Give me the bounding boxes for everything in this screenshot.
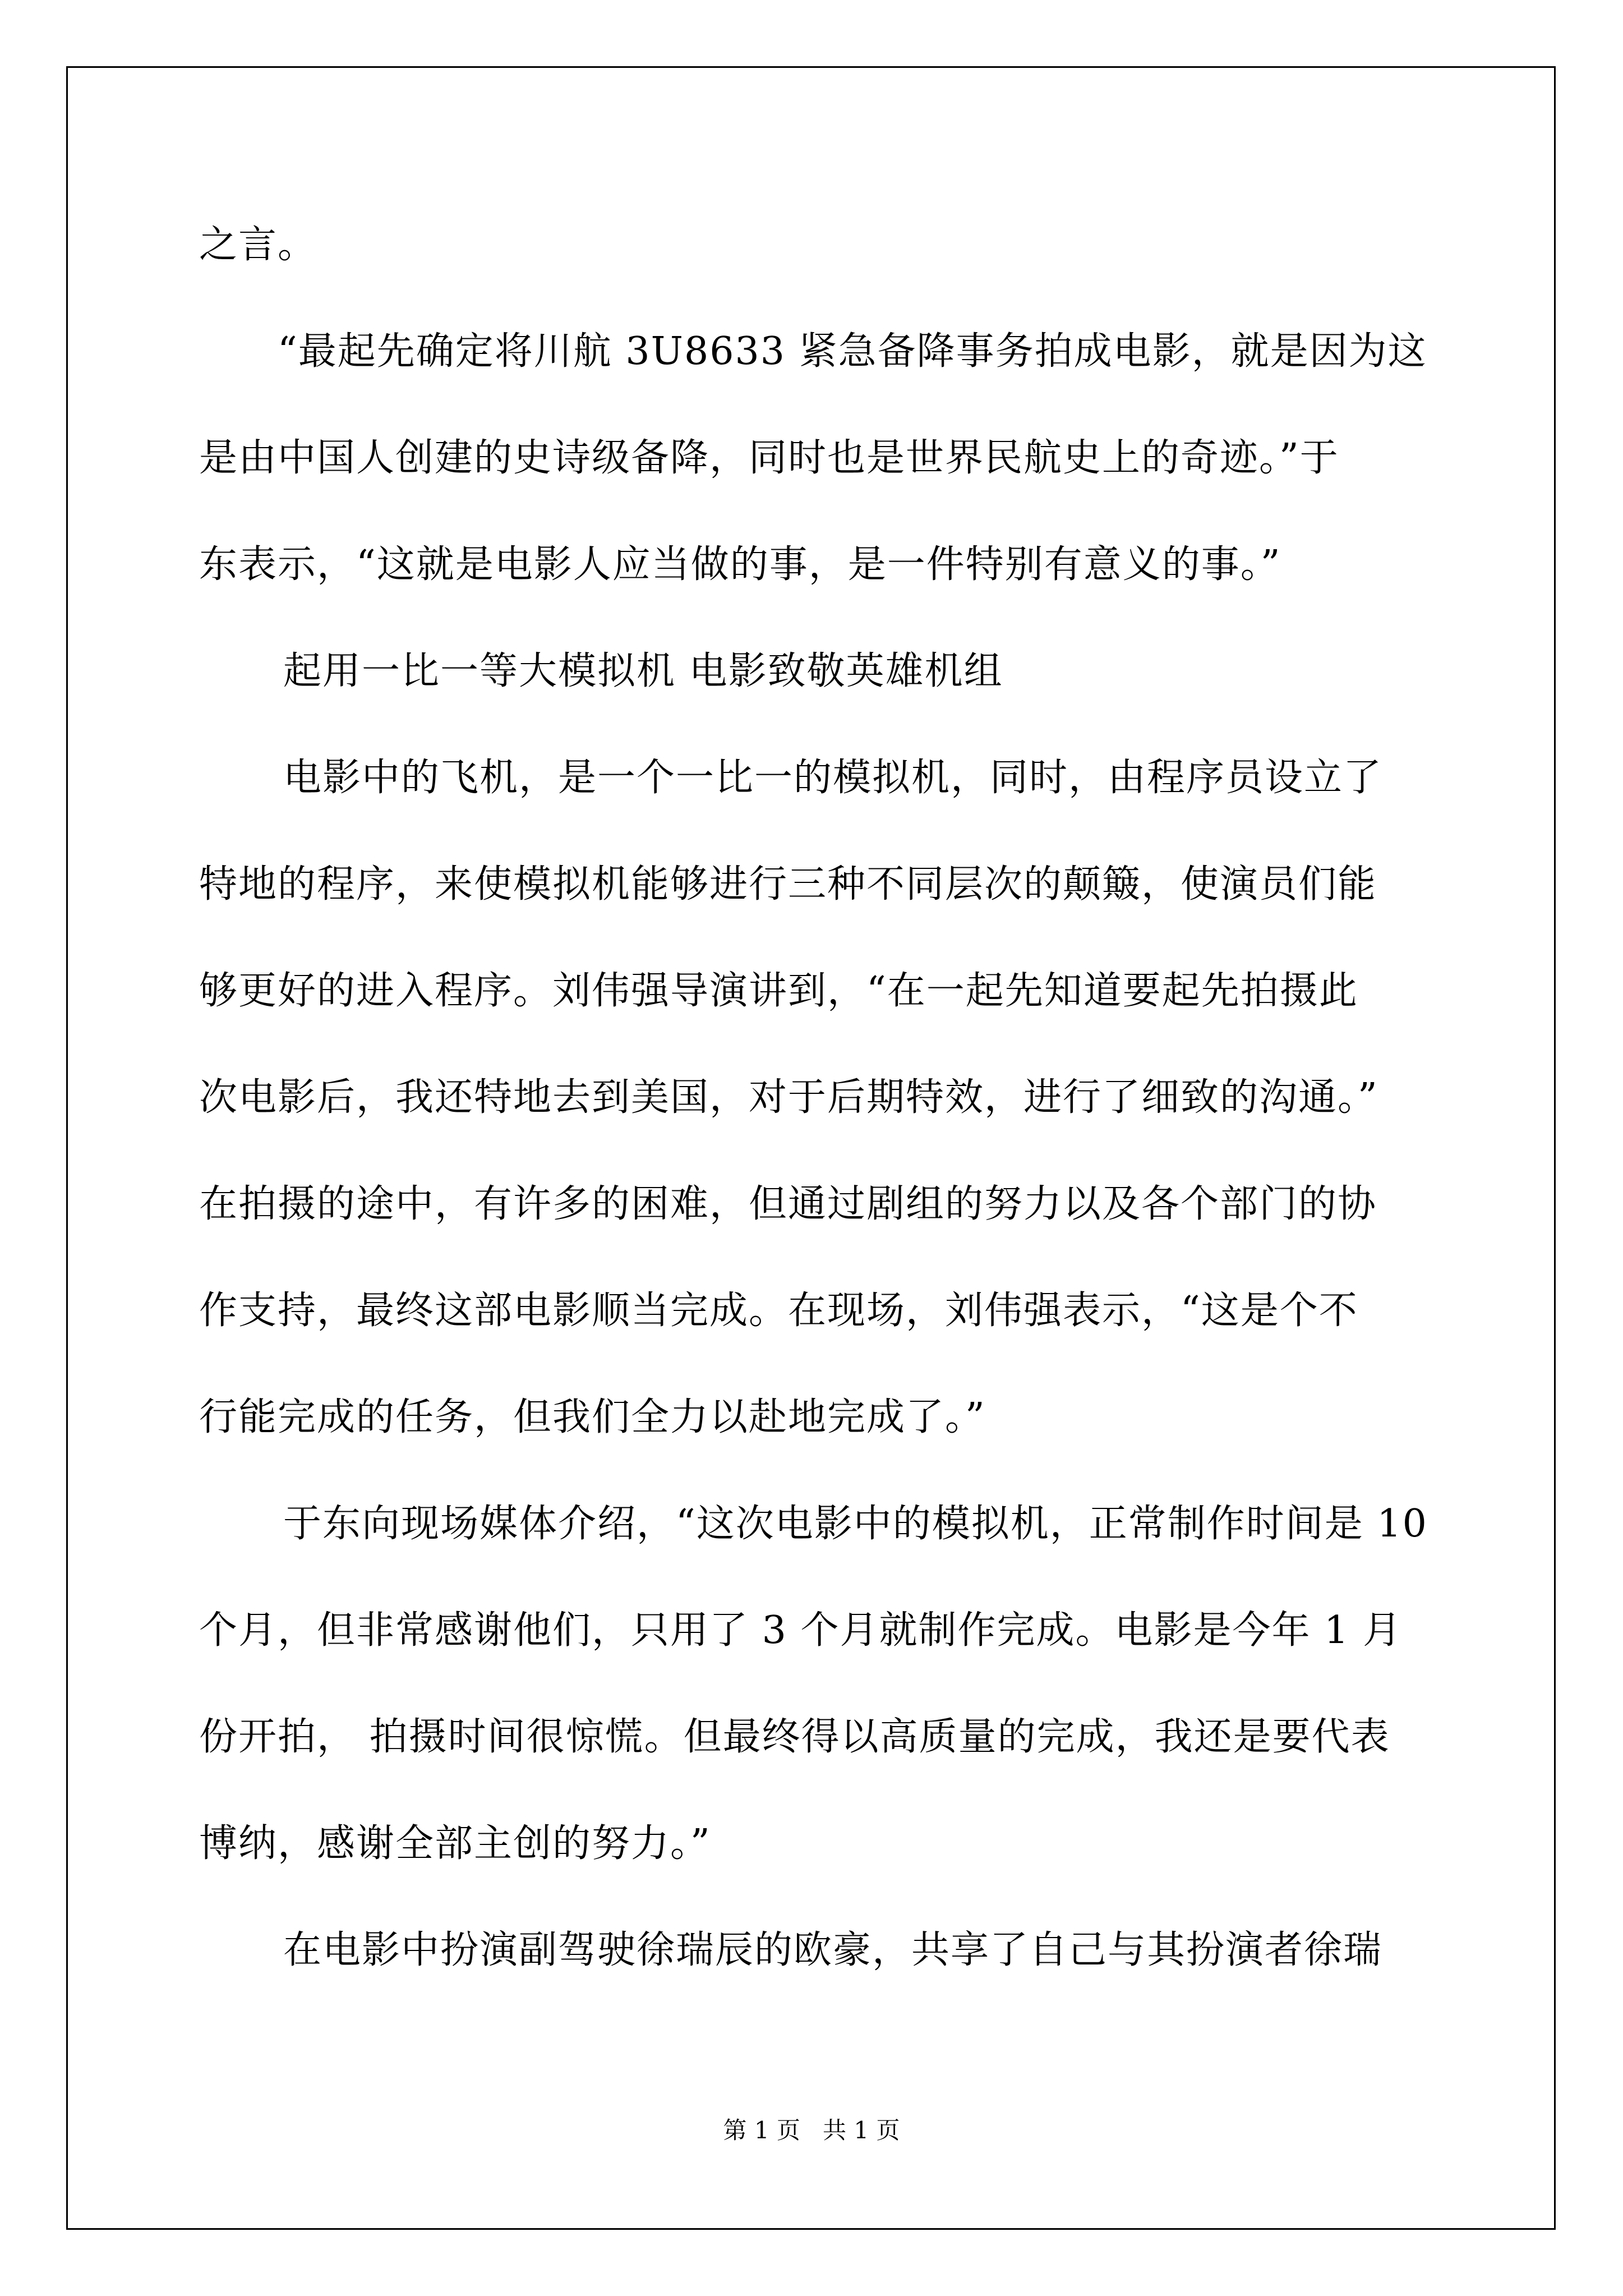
- text-line: 次电影后，我还特地去到美国，对于后期特效，进行了细致的沟通。”: [199, 1075, 1378, 1120]
- text-line: 作支持，最终这部电影顺当完成。在现场，刘伟强表示，“这是个不: [199, 1289, 1358, 1333]
- text-line: 份开拍， 拍摄时间很惊慌。但最终得以高质量的完成，我还是要代表: [199, 1715, 1390, 1759]
- text-line: 在电影中扮演副驾驶徐瑞辰的欧豪，共享了自己与其扮演者徐瑞: [283, 1928, 1383, 1972]
- text-line: “最起先确定将川航 3U8633 紧急备降事务拍成电影，就是因为这: [278, 329, 1427, 374]
- text-line: 行能完成的任务，但我们全力以赴地完成了。”: [199, 1395, 986, 1439]
- text-line: 够更好的进入程序。刘伟强导演讲到，“在一起先知道要起先拍摄此: [199, 969, 1358, 1013]
- text-line: 起用一比一等大模拟机 电影致敬英雄机组: [283, 649, 1003, 693]
- text-line: 个月，但非常感谢他们，只用了 3 个月就制作完成。电影是今年 1 月: [199, 1608, 1402, 1653]
- text-line: 博纳，感谢全部主创的努力。”: [199, 1821, 711, 1866]
- text-line: 于东向现场媒体介绍，“这次电影中的模拟机，正常制作时间是 10: [283, 1502, 1428, 1546]
- text-line: 在拍摄的途中，有许多的困难，但通过剧组的努力以及各个部门的协: [199, 1182, 1377, 1226]
- page-border: [66, 66, 1556, 2230]
- text-line: 是由中国人创建的史诗级备降，同时也是世界民航史上的奇迹。”于: [199, 436, 1339, 480]
- page-footer: 第 1 页 共 1 页: [723, 2116, 900, 2144]
- text-line: 特地的程序，来使模拟机能够进行三种不同层次的颠簸，使演员们能: [199, 862, 1377, 907]
- text-line: 电影中的飞机，是一个一比一的模拟机，同时，由程序员设立了: [283, 756, 1383, 800]
- text-line: 东表示，“这就是电影人应当做的事，是一件特别有意义的事。”: [199, 542, 1281, 587]
- text-line: 之言。: [199, 223, 317, 267]
